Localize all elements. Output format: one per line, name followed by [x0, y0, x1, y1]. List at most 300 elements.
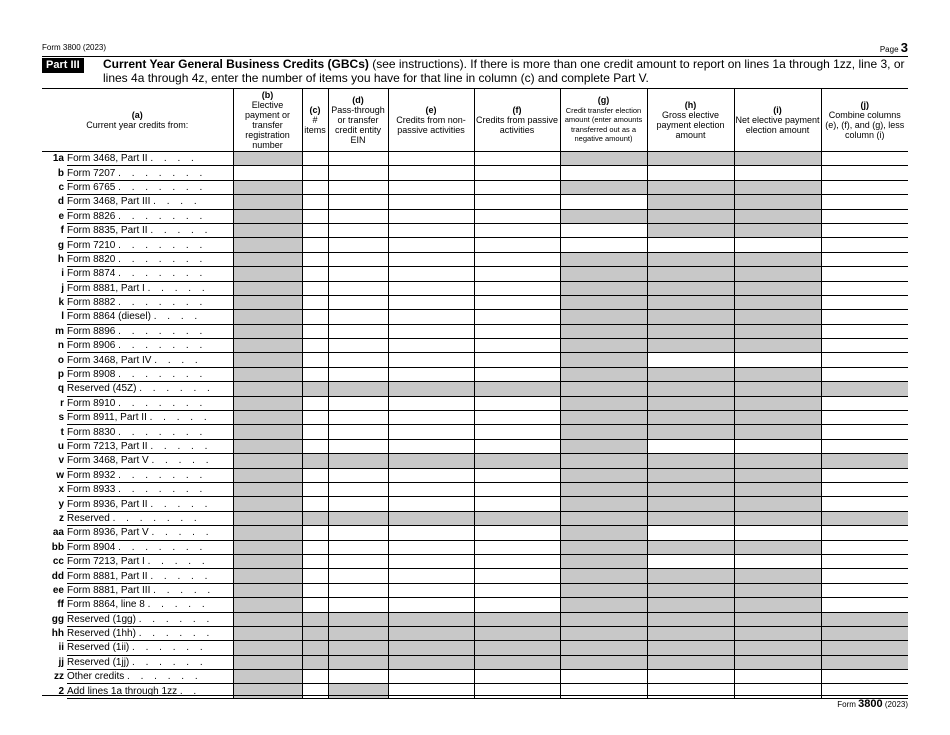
cell-col-e[interactable]: [388, 310, 474, 324]
cell-col-f[interactable]: [474, 569, 560, 583]
cell-col-j[interactable]: [821, 223, 908, 237]
cell-col-e[interactable]: [388, 540, 474, 554]
cell-col-f: [474, 641, 560, 655]
cell-col-j[interactable]: [821, 684, 908, 698]
cell-col-c[interactable]: [302, 252, 328, 266]
cell-col-j[interactable]: [821, 583, 908, 597]
cell-col-j[interactable]: [821, 267, 908, 281]
line-label-text: Form 7207: [67, 167, 116, 179]
cell-col-f[interactable]: [474, 439, 560, 453]
leader-dots: . . . . . . .: [118, 469, 207, 481]
cell-col-b: [233, 396, 302, 410]
line-label-text: Form 3468, Part III: [67, 196, 151, 208]
cell-col-e[interactable]: [388, 684, 474, 698]
cell-col-e: [388, 626, 474, 640]
cell-col-d[interactable]: [328, 439, 388, 453]
cell-col-d[interactable]: [328, 396, 388, 410]
cell-col-d: [328, 454, 388, 468]
table-row: [42, 598, 908, 612]
cell-col-f: [474, 382, 560, 396]
cell-col-g: [560, 468, 647, 482]
line-number: 1a: [52, 153, 64, 165]
table-row: [42, 238, 908, 252]
cell-col-h[interactable]: [647, 554, 734, 568]
line-number: y: [58, 498, 64, 510]
cell-col-c[interactable]: [302, 583, 328, 597]
line-number: b: [57, 167, 64, 179]
cell-col-d[interactable]: [328, 195, 388, 209]
leader-dots: . . . .: [153, 311, 202, 323]
cell-col-f[interactable]: [474, 670, 560, 684]
col-f-header: (f) Credits from passive activities: [474, 89, 560, 152]
cell-col-j[interactable]: [821, 396, 908, 410]
table-row: [42, 195, 908, 209]
table-row: [42, 223, 908, 237]
cell-col-i[interactable]: [734, 526, 821, 540]
cell-col-j[interactable]: [821, 497, 908, 511]
cell-col-f[interactable]: [474, 396, 560, 410]
cell-col-j[interactable]: [821, 482, 908, 496]
line-number: e: [58, 210, 64, 222]
line-label: [67, 295, 233, 309]
cell-col-d[interactable]: [328, 267, 388, 281]
cell-col-f[interactable]: [474, 583, 560, 597]
page-number: Page 3: [879, 40, 908, 55]
cell-col-e[interactable]: [388, 598, 474, 612]
cell-col-e[interactable]: [388, 367, 474, 381]
cell-col-f[interactable]: [474, 295, 560, 309]
cell-col-e[interactable]: [388, 295, 474, 309]
cell-col-j[interactable]: [821, 310, 908, 324]
cell-col-i: [734, 540, 821, 554]
cell-col-i: [734, 598, 821, 612]
cell-col-e[interactable]: [388, 238, 474, 252]
line-label-text: Form 8830: [67, 426, 116, 438]
cell-col-f[interactable]: [474, 482, 560, 496]
cell-col-h[interactable]: [647, 684, 734, 698]
cell-col-i[interactable]: [734, 238, 821, 252]
table-row: [42, 569, 908, 583]
cell-col-g: [560, 382, 647, 396]
line-label: [67, 267, 233, 281]
cell-col-e[interactable]: [388, 223, 474, 237]
table-row: [42, 425, 908, 439]
line-label: [67, 684, 233, 698]
leader-dots: . . . . . . .: [118, 340, 207, 352]
table-row: [42, 324, 908, 338]
line-number: ee: [52, 584, 64, 596]
cell-col-d[interactable]: [328, 482, 388, 496]
line-label: [67, 482, 233, 496]
cell-col-f[interactable]: [474, 209, 560, 223]
cell-col-d[interactable]: [328, 339, 388, 353]
line-label-text: Form 8881, Part I: [67, 282, 145, 294]
cell-col-e[interactable]: [388, 281, 474, 295]
cell-col-e[interactable]: [388, 339, 474, 353]
cell-col-i[interactable]: [734, 670, 821, 684]
line-number: k: [58, 297, 64, 309]
cell-col-d[interactable]: [328, 526, 388, 540]
cell-col-i: [734, 569, 821, 583]
cell-col-j[interactable]: [821, 468, 908, 482]
cell-col-i: [734, 339, 821, 353]
cell-col-c[interactable]: [302, 526, 328, 540]
cell-col-e[interactable]: [388, 324, 474, 338]
leader-dots: . . . . . .: [139, 383, 214, 395]
cell-col-i[interactable]: [734, 166, 821, 180]
col-e-header: (e) Credits from non-passive activities: [388, 89, 474, 152]
cell-col-i: [734, 267, 821, 281]
cell-col-e[interactable]: [388, 152, 474, 166]
cell-col-h: [647, 152, 734, 166]
cell-col-b: [233, 612, 302, 626]
cell-col-j[interactable]: [821, 209, 908, 223]
cell-col-j[interactable]: [821, 252, 908, 266]
cell-col-b: [233, 626, 302, 640]
leader-dots: . . . . .: [153, 584, 215, 596]
cell-col-f[interactable]: [474, 367, 560, 381]
cell-col-b: [233, 152, 302, 166]
line-label-text: Form 8911, Part II: [67, 412, 147, 424]
cell-col-f[interactable]: [474, 238, 560, 252]
cell-col-f[interactable]: [474, 223, 560, 237]
cell-col-c: [302, 655, 328, 669]
cell-col-h[interactable]: [647, 238, 734, 252]
cell-col-j[interactable]: [821, 195, 908, 209]
cell-col-f[interactable]: [474, 166, 560, 180]
cell-col-c: [302, 641, 328, 655]
line-label-text: Add lines 1a through 1zz: [67, 685, 178, 697]
cell-col-f[interactable]: [474, 353, 560, 367]
cell-col-j[interactable]: [821, 425, 908, 439]
leader-dots: . . . . .: [149, 412, 211, 424]
cell-col-f[interactable]: [474, 497, 560, 511]
cell-col-g[interactable]: [560, 223, 647, 237]
cell-col-i: [734, 252, 821, 266]
line-number: dd: [51, 570, 64, 582]
cell-col-j[interactable]: [821, 526, 908, 540]
col-h-header: (h) Gross elective payment election amount: [647, 89, 734, 152]
cell-col-f[interactable]: [474, 195, 560, 209]
cell-col-c[interactable]: [302, 598, 328, 612]
cell-col-f[interactable]: [474, 425, 560, 439]
cell-col-d[interactable]: [328, 152, 388, 166]
cell-col-g[interactable]: [560, 684, 647, 698]
cell-col-i[interactable]: [734, 353, 821, 367]
line-label: [67, 310, 233, 324]
leader-dots: . . . . . .: [138, 613, 214, 625]
cell-col-b: [233, 411, 302, 425]
cell-col-d[interactable]: [328, 540, 388, 554]
cell-col-b[interactable]: [233, 166, 302, 180]
cell-col-i[interactable]: [734, 684, 821, 698]
cell-col-d: [328, 382, 388, 396]
cell-col-g: [560, 425, 647, 439]
cell-col-g: [560, 281, 647, 295]
cell-col-d[interactable]: [328, 468, 388, 482]
cell-col-b: [233, 655, 302, 669]
cell-col-i[interactable]: [734, 554, 821, 568]
cell-col-j[interactable]: [821, 166, 908, 180]
cell-col-j: [821, 612, 908, 626]
cell-col-d[interactable]: [328, 598, 388, 612]
cell-col-e[interactable]: [388, 439, 474, 453]
cell-col-c[interactable]: [302, 425, 328, 439]
cell-col-b: [233, 670, 302, 684]
line-label-text: Reserved (1jj): [67, 656, 130, 668]
cell-col-e: [388, 511, 474, 525]
line-label-text: Form 8864 (diesel): [67, 311, 151, 323]
table-row: [42, 626, 908, 640]
cell-col-d[interactable]: [328, 295, 388, 309]
cell-col-f[interactable]: [474, 411, 560, 425]
cell-col-i: [734, 382, 821, 396]
cell-col-e[interactable]: [388, 252, 474, 266]
cell-col-e[interactable]: [388, 195, 474, 209]
cell-col-g[interactable]: [560, 166, 647, 180]
cell-col-h: [647, 339, 734, 353]
cell-col-d: [328, 612, 388, 626]
cell-col-f[interactable]: [474, 598, 560, 612]
cell-col-g: [560, 396, 647, 410]
cell-col-j[interactable]: [821, 281, 908, 295]
cell-col-d[interactable]: [328, 670, 388, 684]
cell-col-j[interactable]: [821, 238, 908, 252]
cell-col-d[interactable]: [328, 367, 388, 381]
cell-col-h[interactable]: [647, 166, 734, 180]
cell-col-f[interactable]: [474, 180, 560, 194]
cell-col-c[interactable]: [302, 411, 328, 425]
cell-col-e[interactable]: [388, 353, 474, 367]
cell-col-c[interactable]: [302, 324, 328, 338]
cell-col-i: [734, 223, 821, 237]
cell-col-j[interactable]: [821, 339, 908, 353]
cell-col-c[interactable]: [302, 684, 328, 698]
cell-col-i[interactable]: [734, 439, 821, 453]
cell-col-h[interactable]: [647, 353, 734, 367]
cell-col-e[interactable]: [388, 425, 474, 439]
cell-col-d[interactable]: [328, 252, 388, 266]
table-row: [42, 583, 908, 597]
cell-col-f[interactable]: [474, 339, 560, 353]
cell-col-e[interactable]: [388, 180, 474, 194]
cell-col-f[interactable]: [474, 152, 560, 166]
cell-col-g[interactable]: [560, 195, 647, 209]
cell-col-c[interactable]: [302, 482, 328, 496]
line-label-text: Form 8874: [67, 268, 116, 280]
line-label: [67, 641, 233, 655]
line-number: s: [58, 412, 64, 424]
cell-col-j[interactable]: [821, 670, 908, 684]
leader-dots: . . . . . .: [127, 671, 202, 683]
cell-col-c[interactable]: [302, 353, 328, 367]
table-row: [42, 454, 908, 468]
cell-col-e[interactable]: [388, 482, 474, 496]
line-label: [67, 626, 233, 640]
cell-col-c[interactable]: [302, 540, 328, 554]
cell-col-d[interactable]: [328, 223, 388, 237]
leader-dots: . . . . .: [150, 441, 212, 452]
cell-col-b: [233, 267, 302, 281]
line-number: d: [57, 196, 64, 208]
cell-col-f[interactable]: [474, 324, 560, 338]
cell-col-e[interactable]: [388, 526, 474, 540]
cell-col-d: [328, 655, 388, 669]
cell-col-j[interactable]: [821, 180, 908, 194]
cell-col-e[interactable]: [388, 411, 474, 425]
cell-col-f[interactable]: [474, 281, 560, 295]
cell-col-c[interactable]: [302, 295, 328, 309]
cell-col-e[interactable]: [388, 497, 474, 511]
cell-col-g: [560, 180, 647, 194]
line-label-text: Form 8826: [67, 210, 116, 222]
cell-col-j[interactable]: [821, 540, 908, 554]
cell-col-i: [734, 324, 821, 338]
table-row: [42, 540, 908, 554]
cell-col-j[interactable]: [821, 324, 908, 338]
cell-col-i: [734, 367, 821, 381]
cell-col-e[interactable]: [388, 670, 474, 684]
cell-col-c[interactable]: [302, 670, 328, 684]
cell-col-d[interactable]: [328, 583, 388, 597]
cell-col-c[interactable]: [302, 180, 328, 194]
leader-dots: . .: [179, 685, 201, 697]
cell-col-j[interactable]: [821, 295, 908, 309]
cell-col-e[interactable]: [388, 166, 474, 180]
cell-col-i: [734, 482, 821, 496]
col-j-header: (j) Combine columns (e), (f), and (g), less column (i): [821, 89, 908, 152]
cell-col-c[interactable]: [302, 396, 328, 410]
cell-col-c[interactable]: [302, 339, 328, 353]
cell-col-f[interactable]: [474, 267, 560, 281]
cell-col-h: [647, 540, 734, 554]
cell-col-f[interactable]: [474, 554, 560, 568]
cell-col-d[interactable]: [328, 166, 388, 180]
cell-col-c[interactable]: [302, 238, 328, 252]
cell-col-h[interactable]: [647, 526, 734, 540]
cell-col-b: [233, 526, 302, 540]
cell-col-c[interactable]: [302, 281, 328, 295]
cell-col-f: [474, 655, 560, 669]
cell-col-f[interactable]: [474, 310, 560, 324]
cell-col-h[interactable]: [647, 439, 734, 453]
line-number: t: [60, 426, 64, 438]
line-label: [67, 166, 233, 180]
cell-col-i: [734, 468, 821, 482]
cell-col-i: [734, 281, 821, 295]
cell-col-i: [734, 641, 821, 655]
cell-col-c[interactable]: [302, 267, 328, 281]
cell-col-f[interactable]: [474, 468, 560, 482]
line-label: [67, 598, 233, 612]
cell-col-c[interactable]: [302, 195, 328, 209]
cell-col-e[interactable]: [388, 583, 474, 597]
cell-col-e[interactable]: [388, 267, 474, 281]
cell-col-e[interactable]: [388, 569, 474, 583]
cell-col-d[interactable]: [328, 310, 388, 324]
leader-dots: . . . . . . .: [118, 397, 207, 409]
cell-col-j[interactable]: [821, 152, 908, 166]
line-label: [67, 425, 233, 439]
cell-col-j[interactable]: [821, 598, 908, 612]
line-label-text: Form 7213, Part I: [67, 556, 145, 568]
cell-col-c[interactable]: [302, 468, 328, 482]
cell-col-j[interactable]: [821, 569, 908, 583]
leader-dots: . . . . .: [150, 225, 212, 237]
cell-col-b: [233, 281, 302, 295]
cell-col-j[interactable]: [821, 367, 908, 381]
cell-col-h: [647, 324, 734, 338]
cell-col-c[interactable]: [302, 310, 328, 324]
cell-col-c[interactable]: [302, 569, 328, 583]
cell-col-d[interactable]: [328, 180, 388, 194]
cell-col-e[interactable]: [388, 554, 474, 568]
cell-col-d[interactable]: [328, 238, 388, 252]
cell-col-g[interactable]: [560, 238, 647, 252]
line-number: l: [61, 311, 64, 323]
cell-col-b: [233, 468, 302, 482]
cell-col-f[interactable]: [474, 540, 560, 554]
line-label-text: Reserved (45Z): [67, 383, 137, 395]
cell-col-c: [302, 454, 328, 468]
cell-col-g[interactable]: [560, 670, 647, 684]
cell-col-d[interactable]: [328, 324, 388, 338]
cell-col-d[interactable]: [328, 569, 388, 583]
cell-col-c[interactable]: [302, 209, 328, 223]
line-number: p: [57, 369, 64, 381]
cell-col-j[interactable]: [821, 353, 908, 367]
leader-dots: . . . .: [153, 196, 201, 208]
line-label: [67, 252, 233, 266]
cell-col-d[interactable]: [328, 281, 388, 295]
cell-col-c[interactable]: [302, 497, 328, 511]
line-number: jj: [58, 656, 64, 668]
line-label-text: Form 8908: [67, 369, 116, 381]
cell-col-h[interactable]: [647, 670, 734, 684]
cell-col-d[interactable]: [328, 554, 388, 568]
line-label: [67, 655, 233, 669]
cell-col-d[interactable]: [328, 209, 388, 223]
cell-col-f[interactable]: [474, 526, 560, 540]
cell-col-e[interactable]: [388, 396, 474, 410]
cell-col-d[interactable]: [328, 353, 388, 367]
cell-col-d[interactable]: [328, 497, 388, 511]
cell-col-c: [302, 511, 328, 525]
cell-col-f[interactable]: [474, 252, 560, 266]
cell-col-j[interactable]: [821, 411, 908, 425]
cell-col-f[interactable]: [474, 684, 560, 698]
cell-col-e[interactable]: [388, 468, 474, 482]
line-label: [67, 497, 233, 511]
cell-col-j[interactable]: [821, 439, 908, 453]
leader-dots: . . . . . . .: [118, 541, 207, 553]
cell-col-e[interactable]: [388, 209, 474, 223]
cell-col-c[interactable]: [302, 166, 328, 180]
line-label: [67, 554, 233, 568]
leader-dots: . . . . . . .: [112, 512, 201, 524]
cell-col-d[interactable]: [328, 425, 388, 439]
cell-col-d[interactable]: [328, 411, 388, 425]
cell-col-c[interactable]: [302, 223, 328, 237]
cell-col-c[interactable]: [302, 367, 328, 381]
cell-col-c[interactable]: [302, 439, 328, 453]
cell-col-j[interactable]: [821, 554, 908, 568]
cell-col-f: [474, 626, 560, 640]
cell-col-i: [734, 310, 821, 324]
cell-col-c[interactable]: [302, 152, 328, 166]
cell-col-c[interactable]: [302, 554, 328, 568]
line-label: [67, 583, 233, 597]
